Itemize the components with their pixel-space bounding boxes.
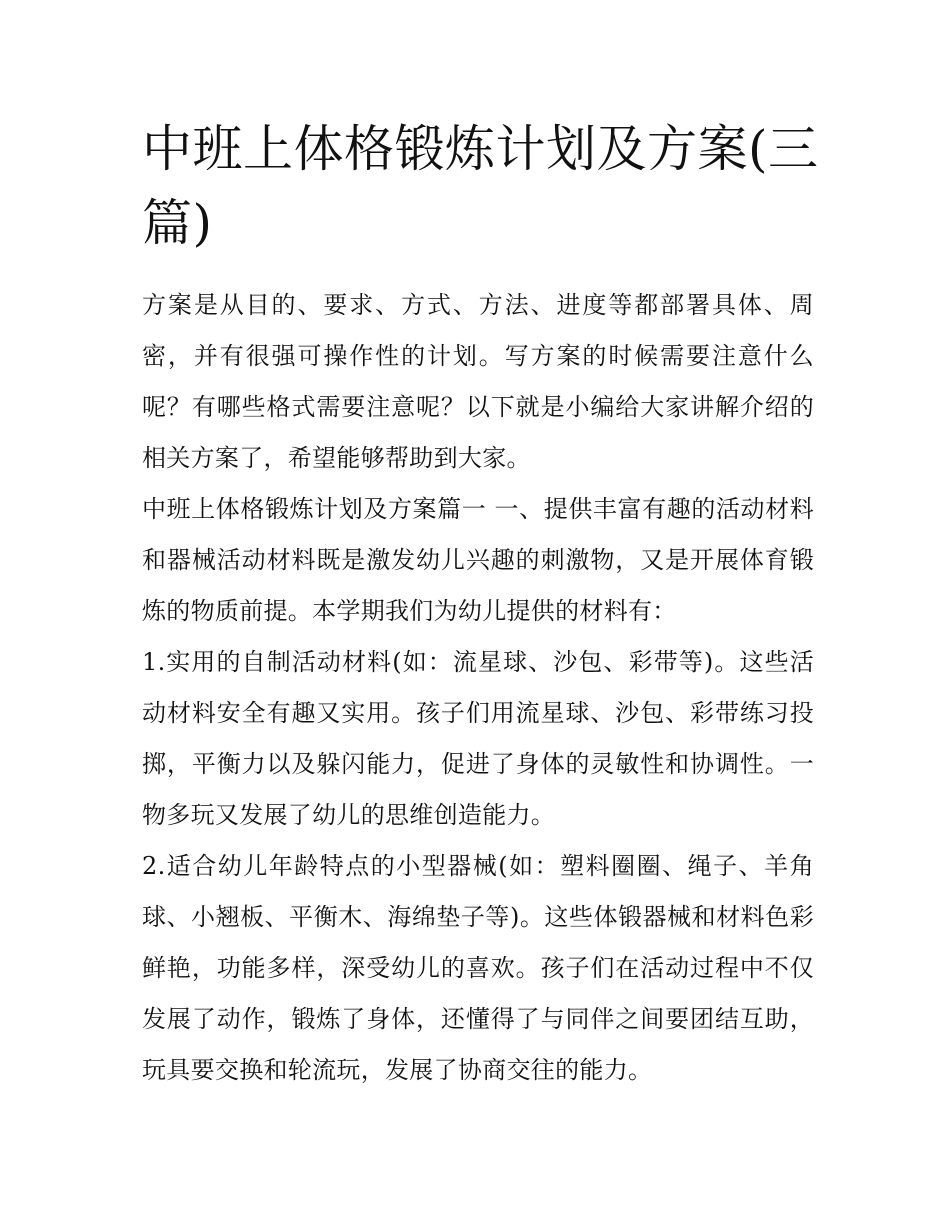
paragraph-item-2: 2.适合幼儿年龄特点的小型器械(如：塑料圈圈、绳子、羊角球、小翘板、平衡木、海绵垫子等)。这些体锻器械和材料色彩鲜艳，功能多样，深受幼儿的喜欢。孩子们在活动过程中不仅发展了动作，锻炼了身体，还懂得了与同伴之间要团结互助，玩具要交换和轮流玩，发展了协商交往的能力。 (142, 852, 814, 1084)
document-body (142, 280, 814, 1096)
paragraph-item-1: 1.实用的自制活动材料(如：流星球、沙包、彩带等)。这些活动材料安全有趣又实用。孩子们用流星球、沙包、彩带练习投掷，平衡力以及躲闪能力，促进了身体的灵敏性和协调性。一物多玩又发展了幼儿的思维创造能力。 (142, 648, 814, 829)
document-title: 中班上体格锻炼计划及方案(三篇) (142, 120, 819, 252)
paragraph-part-one: 中班上体格锻炼计划及方案篇一 一、提供丰富有趣的活动材料和器械活动材料既是激发幼儿兴趣的刺激物，又是开展体育锻炼的物质前提。本学期我们为幼儿提供的材料有： (142, 495, 814, 625)
paragraph-intro: 方案是从目的、要求、方式、方法、进度等都部署具体、周密，并有很强可操作性的计划。写方案的时候需要注意什么呢？有哪些格式需要注意呢？以下就是小编给大家讲解介绍的相关方案了，希望能够帮助到大家。 (142, 291, 814, 472)
